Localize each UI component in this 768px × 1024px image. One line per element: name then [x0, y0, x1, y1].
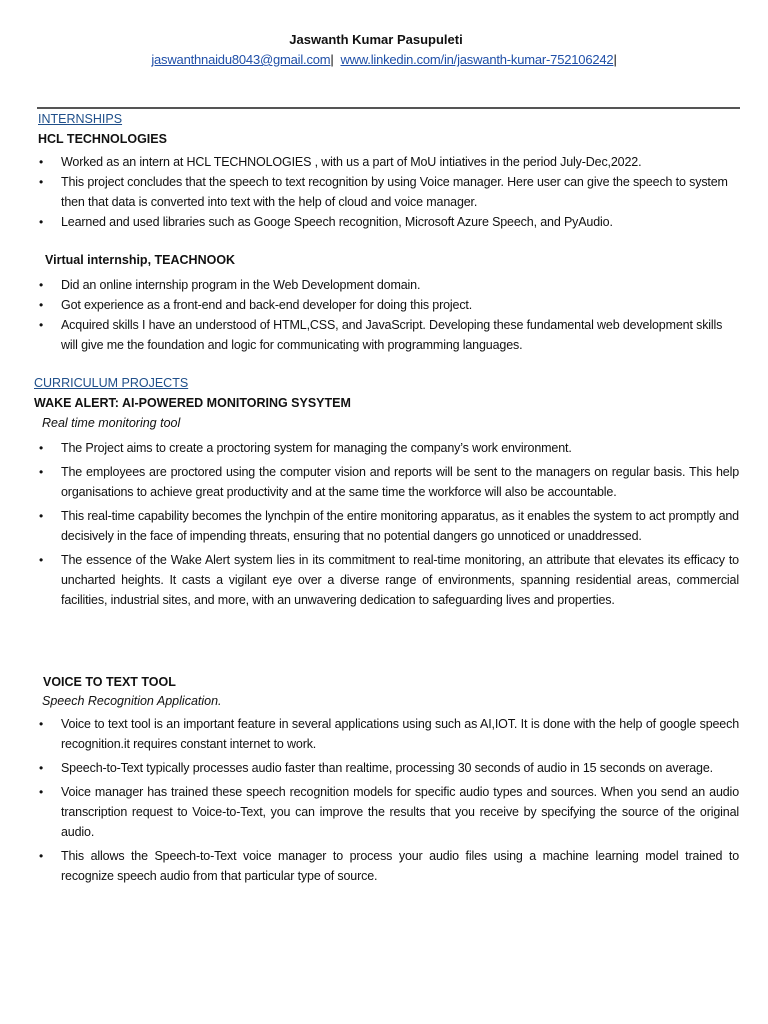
list-item: • Acquired skills I have an understood of HTML,CSS, and JavaScript. Developing these fundamental web development skills will give me the foundation and logic for communicating with programming languages.	[39, 318, 723, 352]
projects-heading: CURRICULUM PROJECTS	[34, 376, 189, 390]
email-link[interactable]: jaswanthnaidu8043@gmail.com	[151, 52, 331, 67]
list-item: • Voice to text tool is an important feature in several applications using such as AI,IOT. It is done with the help of google speech recognition.it requires constant internet to work.	[39, 717, 739, 751]
list-item: • The employees are proctored using the computer vision and reports will be sent to the managers on regular basis. This help organisations to achieve great productivity and at the same time the workforce will also be accountable.	[39, 465, 739, 499]
voice-tool-bullet-list	[37, 714, 739, 886]
list-item: • Worked as an intern at HCL TECHNOLOGIES , with us a part of MoU intiatives in the period July-Dec,2022.	[39, 155, 642, 169]
candidate-name: Jaswanth Kumar Pasupuleti	[289, 32, 463, 47]
list-item: • The essence of the Wake Alert system lies in its commitment to real-time monitoring, an attribute that elevates its efficacy to uncharted heights. It casts a vigilant eye over a diverse range of environments, spanning residential areas, commercial facilities, industrial sites, and more, with an unwavering dedication to safeguarding lives and properties.	[39, 553, 739, 607]
teachnook-title: Virtual internship, TEACHNOOK	[45, 253, 236, 267]
internships-heading: INTERNSHIPS	[38, 112, 123, 126]
header-divider	[37, 107, 740, 109]
contact-links	[0, 52, 768, 67]
voice-tool-title: VOICE TO TEXT TOOL	[43, 675, 176, 689]
list-item: • Voice manager has trained these speech recognition models for specific audio types and sources. When you send an audio transcription request to Voice-to-Text, you can improve the results that you receive by specifying the source of the original audio.	[39, 785, 739, 839]
list-item: • This real-time capability becomes the lynchpin of the entire monitoring apparatus, as it enables the system to act promptly and decisively in the face of impending threats, ensuring that no potential dangers go unnoticed or unaddressed.	[39, 509, 739, 543]
list-item: • This project concludes that the speech to text recognition by using Voice manager. Here user can give the speech to system then that data is converted into text with the help of cloud and voice manager.	[39, 175, 728, 209]
contact-separator: |	[330, 52, 334, 67]
list-item: • Did an online internship program in the Web Development domain.	[39, 278, 421, 292]
list-item: • Speech-to-Text typically processes audio faster than realtime, processing 30 seconds of audio in 15 seconds on average.	[39, 761, 713, 775]
teachnook-bullet-list	[37, 275, 742, 355]
list-item: • This allows the Speech-to-Text voice manager to process your audio files using a machine learning model trained to recognize speech audio from that particular type of source.	[39, 849, 739, 883]
contact-trailing-separator: |	[613, 52, 617, 67]
list-item: • The Project aims to create a proctoring system for managing the company’s work environment.	[39, 441, 572, 455]
hcl-title: HCL TECHNOLOGIES	[38, 132, 167, 146]
list-item: • Learned and used libraries such as Googe Speech recognition, Microsoft Azure Speech, and PyAudio.	[39, 215, 613, 229]
wake-alert-bullet-list	[37, 438, 739, 610]
hcl-bullet-list	[37, 152, 742, 232]
wake-alert-subtitle: Real time monitoring tool	[42, 416, 181, 430]
linkedin-link[interactable]: www.linkedin.com/in/jaswanth-kumar-752106242	[340, 52, 614, 67]
wake-alert-title: WAKE ALERT: AI-POWERED MONITORING SYSYTEM	[34, 396, 351, 410]
voice-tool-subtitle: Speech Recognition Application.	[42, 694, 222, 708]
list-item: • Got experience as a front-end and back-end developer for doing this project.	[39, 298, 473, 312]
